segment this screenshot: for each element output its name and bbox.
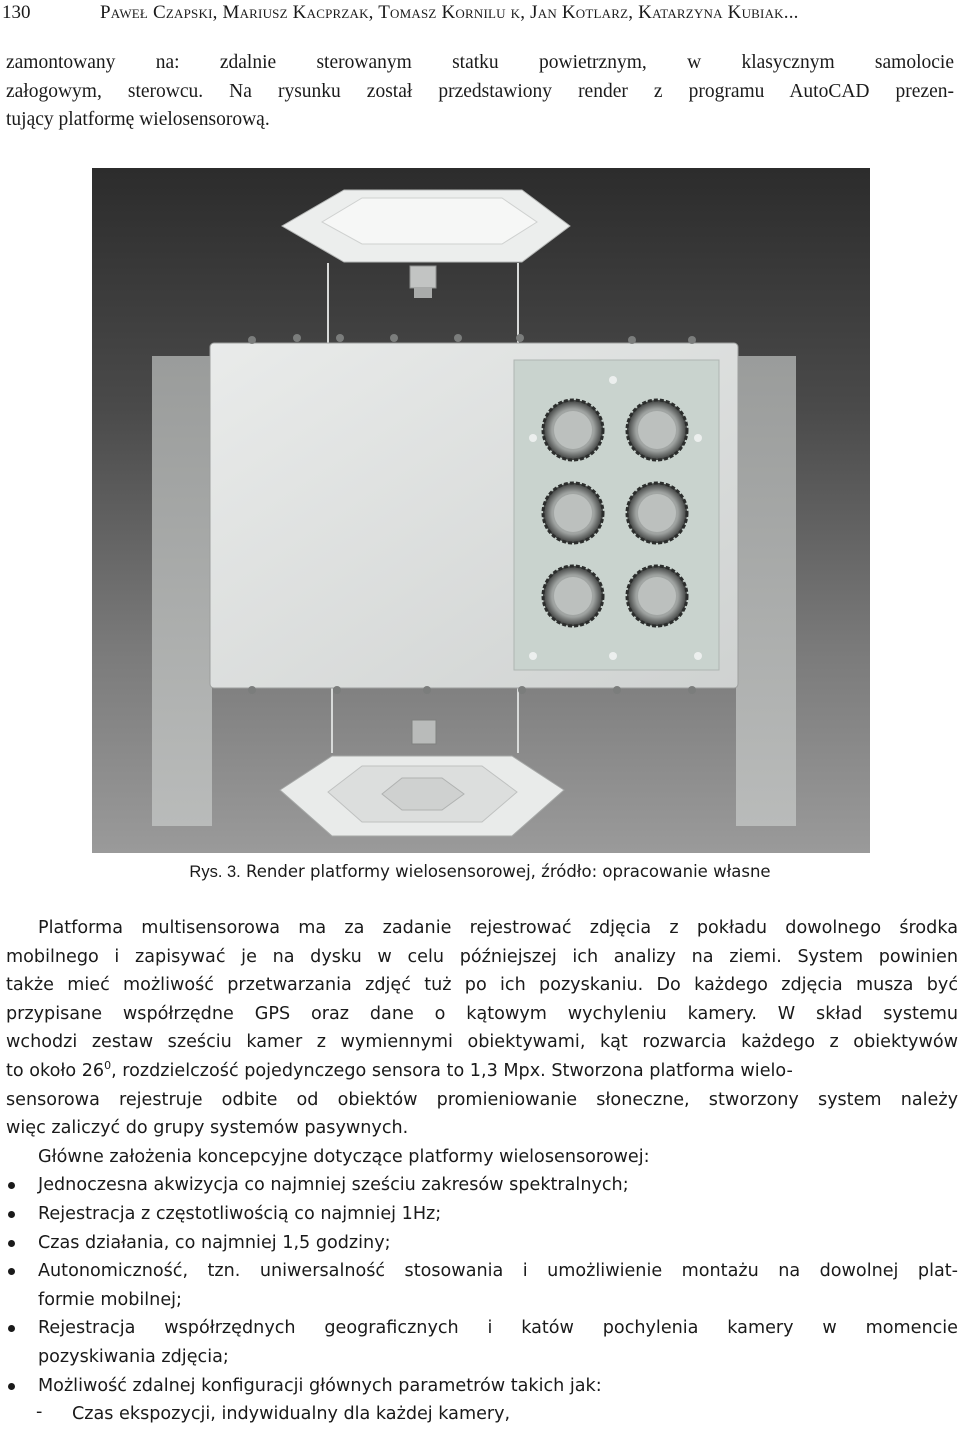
list-item-text: Rejestracja współrzędnych geograficznych i katów pochylenia kamery w momencie [38, 1318, 958, 1339]
text-line: Główne założenia koncepcyjne dotyczące platformy wielosensorowej: [38, 1146, 650, 1167]
list-item-text: Autonomiczność, tzn. uniwersalność stosowania i umożliwienie montażu na dowolnej plat- [38, 1261, 958, 1282]
list-item-text: Czas działania, co najmniej 1,5 godziny; [38, 1232, 391, 1253]
bottom-gps-antenna [280, 720, 564, 836]
list-item-text: Możliwość zdalnej konfiguracji głównych parametrów takich jak: [38, 1375, 602, 1396]
list-item-text: Jednoczesna akwizycja co najmniej sześciu zakresów spektralnych; [38, 1175, 629, 1196]
text-line: sensorowa rejestruje odbite od obiektów promieniowanie słoneczne, stworzony system należy [6, 1089, 958, 1110]
list-item-continuation [6, 1286, 958, 1315]
list-item-text: Rejestracja z częstotliwością co najmniej 1Hz; [38, 1203, 442, 1224]
camera-lens [543, 566, 603, 626]
running-header [2, 2, 952, 28]
camera-lens [627, 400, 687, 460]
list-item-text: Czas ekspozycji, indywidualny dla każdej kamery, [72, 1404, 511, 1425]
left-mount-bracket [152, 356, 212, 826]
figure-caption-text: Render platformy wielosensorowej, źródło: opracowanie własne [240, 862, 771, 881]
text-line: także mieć możliwość przetwarzania zdjęć tuż po ich pozyskaniu. Do każdego zdjęcia musza być [6, 975, 958, 996]
camera-lens [543, 400, 603, 460]
list-item [6, 1229, 958, 1258]
text-fragment: , rozdzielczość pojedynczego sensora to 1,3 Mpx. Stworzona platforma wielo- [111, 1060, 793, 1081]
sub-list-item [6, 1400, 958, 1429]
bullet-icon [8, 1325, 15, 1332]
list-item [6, 1171, 958, 1200]
list-item-text: formie mobilnej; [38, 1289, 182, 1310]
text-line: załogowym, sterowcu. Na rysunku został przedstawiony render z programu AutoCAD prezen- [6, 80, 954, 102]
text-line: zamontowany na: zdalnie sterowanym statku powietrznym, w klasycznym samolocie [6, 52, 954, 73]
bullet-icon [8, 1240, 15, 1247]
list-item-text: pozyskiwania zdjęcia; [38, 1346, 229, 1367]
superscript: 0 [104, 1058, 112, 1072]
figure-caption [0, 860, 960, 884]
figure-caption-label: Rys. 3. [189, 863, 241, 881]
dash-mark: - [36, 1402, 43, 1423]
top-gps-antenna [282, 190, 570, 298]
camera-lens [627, 566, 687, 626]
text-line: mobilnego i zapisywać je na dysku w celu późniejszej ich analizy na ziemi. System powinien [6, 946, 958, 967]
list-item-continuation [6, 1343, 958, 1372]
camera-lens [627, 483, 687, 543]
text-fragment: to około 26 [6, 1060, 105, 1081]
intro-paragraph [6, 48, 954, 134]
running-header-authors: Paweł Czapski, Mariusz Kacprzak, Tomasz Kornilu k, Jan Kotlarz, Katarzyna Kubiak... [100, 2, 799, 23]
bullet-icon [8, 1383, 15, 1390]
text-line: wchodzi zestaw sześciu kamer z wymiennymi obiektywami, kąt rozwarcia każdego z obiektywów [6, 1032, 958, 1053]
text-line: więc zaliczyć do grupy systemów pasywnych. [6, 1118, 409, 1139]
list-item [6, 1314, 958, 1343]
list-item [6, 1257, 958, 1286]
list-item [6, 1200, 958, 1229]
platform-render-figure [92, 168, 870, 853]
camera-lens [543, 483, 603, 543]
right-mount-bracket [736, 356, 796, 826]
text-line: przypisane współrzędne GPS oraz dane o kątowym wychyleniu kamery. W skład systemu [6, 1003, 958, 1024]
list-item [6, 1372, 958, 1401]
text-line: tujący platformę wielosensorową. [6, 109, 270, 131]
platform-render-image [92, 168, 870, 853]
text-line: Platforma multisensorowa ma za zadanie rejestrować zdjęcia z pokładu dowolnego środka [38, 918, 958, 938]
bullet-icon [8, 1211, 15, 1218]
bullet-icon [8, 1182, 15, 1189]
bullet-icon [8, 1268, 15, 1275]
text-line [6, 1057, 958, 1086]
body-text [6, 914, 958, 1429]
page-number: 130 [2, 2, 31, 23]
